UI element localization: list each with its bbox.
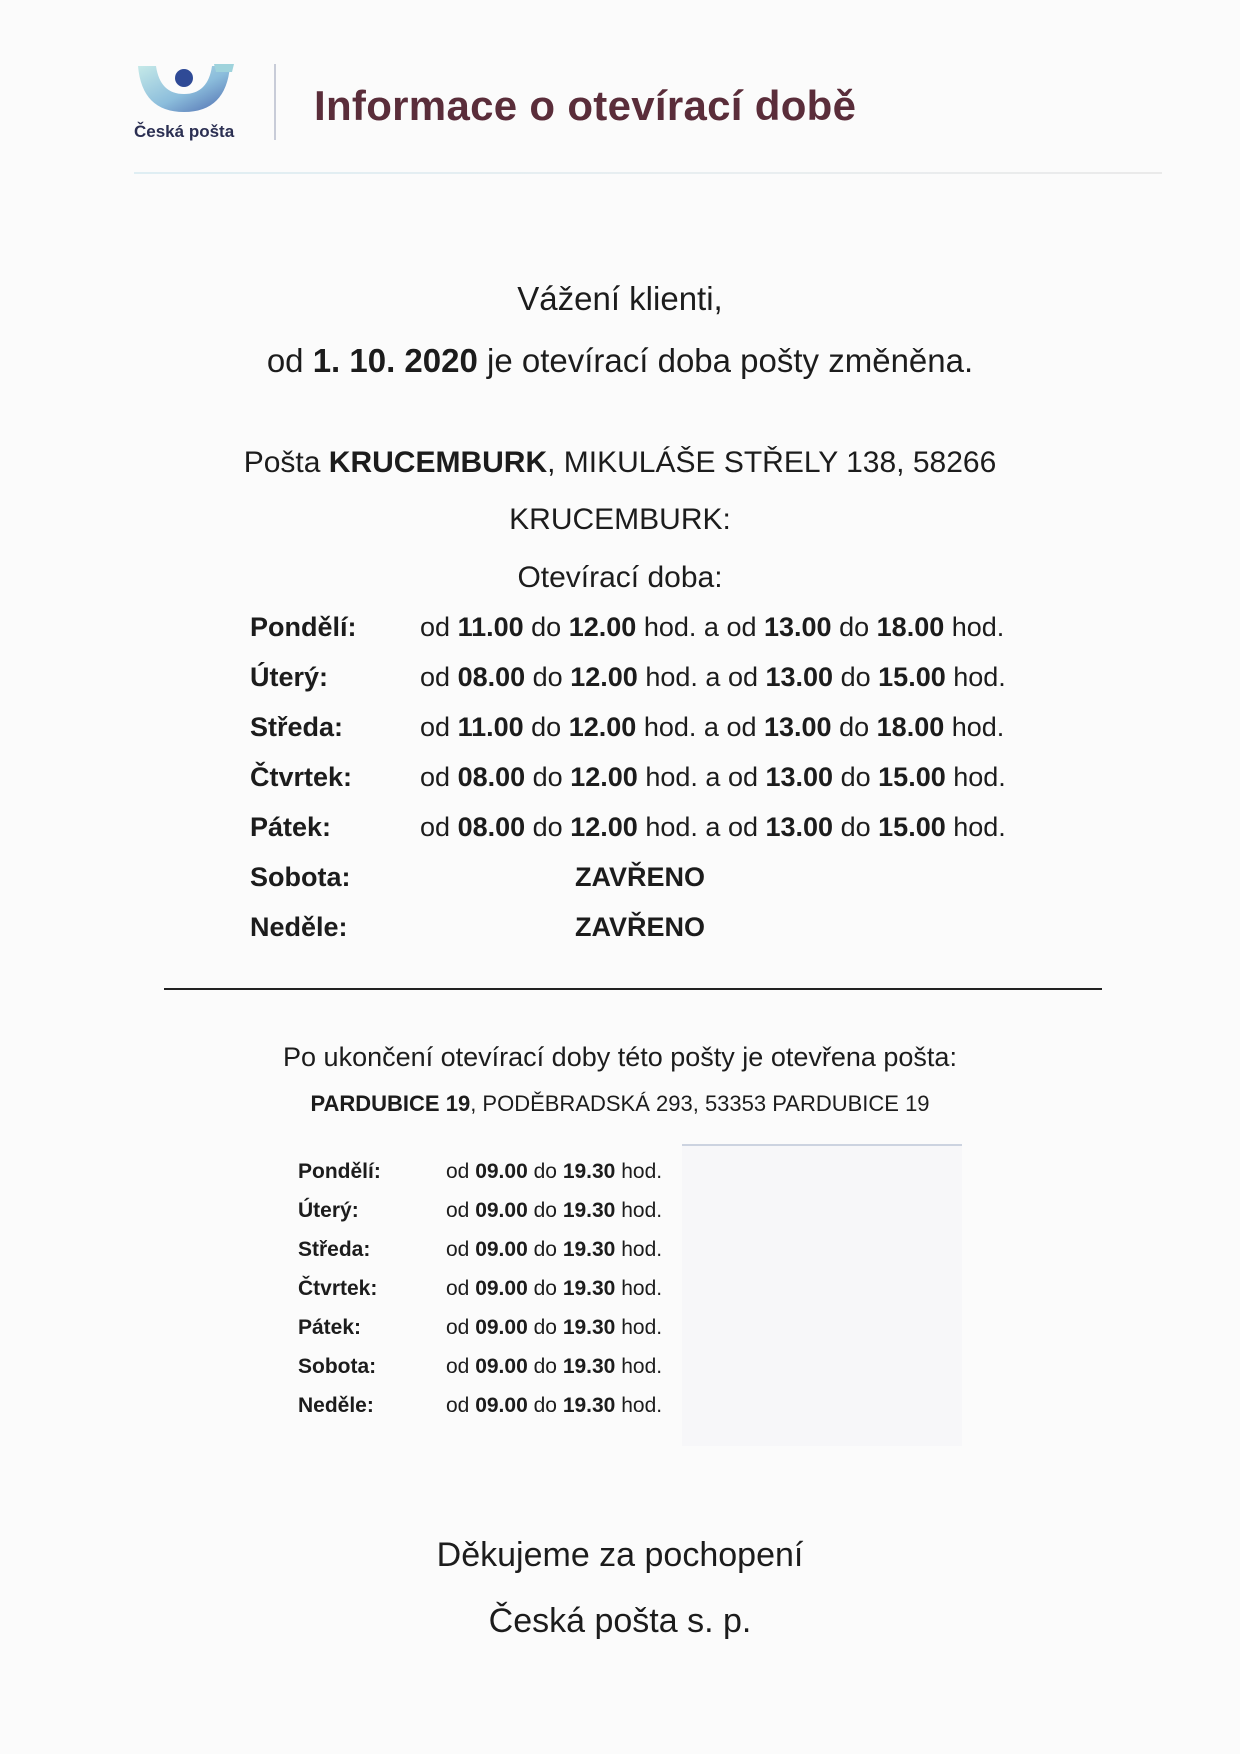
time-word: od: [446, 1394, 470, 1417]
office-address: , MIKULÁŠE STŘELY 138, 58266: [547, 446, 997, 479]
time-word: do: [533, 1199, 557, 1222]
time-word: do: [531, 712, 562, 742]
time-value: 12.00: [570, 662, 638, 692]
time-word: od: [446, 1199, 470, 1222]
time-value: 11.00: [457, 712, 524, 742]
hours-title: Otevírací doba:: [517, 561, 723, 594]
time-value: 15.00: [878, 662, 946, 692]
time-value: 12.00: [570, 762, 638, 792]
alt-schedule-day: Pátek:: [298, 1316, 362, 1339]
time-word: od: [727, 762, 758, 792]
time-word: hod.: [621, 1277, 663, 1300]
alt-schedule-time: [446, 1199, 662, 1223]
time-word: hod.: [621, 1238, 663, 1261]
time-value: 12.00: [568, 712, 637, 742]
time-word: do: [533, 1394, 557, 1417]
time-word: hod.: [621, 1355, 663, 1378]
time-word: od: [420, 662, 451, 692]
time-word: do: [533, 1355, 557, 1378]
time-word: od: [446, 1277, 470, 1300]
time-value: 13.00: [764, 612, 832, 642]
alt-schedule-day: Čtvrtek:: [298, 1277, 378, 1300]
time-word: od: [727, 812, 758, 842]
time-word: do: [533, 1238, 557, 1261]
signature-line: Česká pošta s. p.: [488, 1602, 752, 1640]
office-name: KRUCEMBURK: [328, 446, 548, 479]
alt-schedule-time: [446, 1394, 662, 1418]
time-value: 13.00: [765, 812, 834, 842]
header-rule: [134, 172, 1162, 174]
time-word: hod.: [951, 612, 1005, 642]
time-value: 09.00: [475, 1160, 528, 1183]
schedule-day: Úterý:: [250, 662, 329, 692]
schedule-day: Pondělí:: [250, 612, 357, 642]
schedule-time: [420, 612, 1004, 643]
time-word: do: [839, 712, 870, 742]
schedule-time: [420, 662, 1006, 693]
alt-schedule-day: Sobota:: [298, 1355, 377, 1378]
after-hours-note: Po ukončení otevírací doby této pošty je otevřena pošta:: [283, 1042, 957, 1072]
time-word: do: [532, 662, 563, 692]
schedule-closed: ZAVŘENO: [575, 912, 706, 942]
office-line: Pošta KRUCEMBURK, MIKULÁŠE STŘELY 138, 58266: [243, 446, 997, 479]
time-word: do: [533, 1316, 557, 1339]
time-word: hod.: [953, 762, 1006, 792]
time-value: 15.00: [878, 762, 946, 792]
schedule-time: [420, 712, 1004, 743]
time-word: do: [533, 1160, 557, 1183]
schedule-day: Středa:: [250, 712, 344, 742]
alt-schedule-time: [446, 1355, 662, 1379]
schedule-time: [420, 812, 1006, 843]
time-value: 09.00: [475, 1238, 528, 1261]
time-value: 08.00: [457, 662, 526, 692]
time-value: 08.00: [457, 762, 526, 792]
time-word: do: [532, 812, 563, 842]
time-value: 19.30: [562, 1238, 616, 1261]
time-word: od: [727, 662, 758, 692]
time-word: do: [840, 762, 871, 792]
time-word: do: [532, 762, 563, 792]
time-word: a: [703, 712, 719, 742]
schedule-day: Sobota:: [250, 862, 351, 892]
thanks-line: Děkujeme za pochopení: [436, 1536, 804, 1574]
schedule-time: [420, 762, 1006, 793]
time-word: hod.: [643, 712, 697, 742]
show-through-box: [682, 1144, 962, 1446]
time-word: hod.: [645, 662, 698, 692]
time-word: do: [531, 612, 562, 642]
time-value: 12.00: [570, 812, 638, 842]
time-value: 13.00: [764, 712, 832, 742]
time-word: hod.: [621, 1160, 663, 1183]
time-word: hod.: [951, 712, 1005, 742]
time-value: 11.00: [457, 612, 524, 642]
header-separator: [274, 64, 276, 140]
time-value: 19.30: [562, 1160, 616, 1183]
page-title: Informace o otevírací době: [314, 82, 857, 129]
time-word: a: [705, 662, 721, 692]
time-value: 12.00: [568, 612, 637, 642]
time-word: hod.: [953, 662, 1006, 692]
time-value: 09.00: [475, 1355, 528, 1378]
alt-office-address: , PODĚBRADSKÁ 293, 53353 PARDUBICE 19: [470, 1091, 930, 1116]
time-word: a: [705, 812, 721, 842]
alt-schedule-time: [446, 1316, 662, 1340]
time-word: hod.: [645, 762, 698, 792]
time-word: a: [705, 762, 721, 792]
time-value: 15.00: [878, 812, 946, 842]
time-value: 09.00: [475, 1277, 528, 1300]
time-value: 19.30: [562, 1394, 616, 1417]
time-value: 19.30: [562, 1355, 616, 1378]
alt-schedule-time: [446, 1277, 662, 1301]
schedule-day: Čtvrtek:: [250, 762, 353, 792]
time-value: 09.00: [475, 1394, 528, 1417]
change-date: 1. 10. 2020: [312, 342, 478, 379]
time-value: 08.00: [457, 812, 526, 842]
time-value: 19.30: [562, 1277, 616, 1300]
office-city: KRUCEMBURK:: [509, 503, 731, 536]
alt-office-line: [0, 1091, 1240, 1117]
posthorn-icon: [134, 60, 244, 120]
time-word: do: [840, 812, 871, 842]
alt-schedule-day: Neděle:: [298, 1394, 374, 1417]
time-word: od: [420, 812, 451, 842]
time-word: od: [726, 612, 757, 642]
schedule-closed: ZAVŘENO: [575, 862, 706, 892]
time-word: do: [840, 662, 871, 692]
alt-schedule-day: Úterý:: [298, 1199, 359, 1222]
time-word: od: [420, 712, 451, 742]
section-divider: [164, 988, 1102, 990]
time-word: a: [703, 612, 719, 642]
alt-schedule-day: Pondělí:: [298, 1160, 381, 1183]
logo-text: Česká pošta: [134, 122, 235, 141]
change-notice: od 1. 10. 2020 je otevírací doba pošty změněna.: [266, 342, 974, 379]
time-value: 13.00: [765, 662, 834, 692]
time-value: 09.00: [475, 1199, 528, 1222]
time-word: od: [446, 1238, 470, 1261]
time-word: hod.: [621, 1199, 663, 1222]
time-word: od: [420, 612, 451, 642]
schedule-day: Pátek:: [250, 812, 332, 842]
time-word: hod.: [953, 812, 1006, 842]
time-word: od: [420, 762, 451, 792]
time-word: od: [446, 1316, 470, 1339]
time-value: 19.30: [562, 1316, 616, 1339]
time-word: hod.: [643, 612, 697, 642]
time-value: 09.00: [475, 1316, 528, 1339]
alt-schedule-time: [446, 1160, 662, 1184]
alt-schedule-day: Středa:: [298, 1238, 371, 1261]
schedule-day: Neděle:: [250, 912, 348, 942]
time-value: 13.00: [765, 762, 834, 792]
time-word: od: [446, 1160, 470, 1183]
alt-office-name: PARDUBICE 19: [310, 1091, 471, 1116]
time-word: hod.: [621, 1316, 663, 1339]
time-word: hod.: [621, 1394, 663, 1417]
time-value: 19.30: [562, 1199, 616, 1222]
time-value: 18.00: [876, 712, 945, 742]
time-word: do: [839, 612, 870, 642]
greeting: Vážení klienti,: [517, 280, 723, 317]
time-word: do: [533, 1277, 557, 1300]
time-word: od: [726, 712, 757, 742]
alt-schedule-time: [446, 1238, 662, 1262]
time-word: hod.: [645, 812, 698, 842]
time-value: 18.00: [876, 612, 945, 642]
time-word: od: [446, 1355, 470, 1378]
